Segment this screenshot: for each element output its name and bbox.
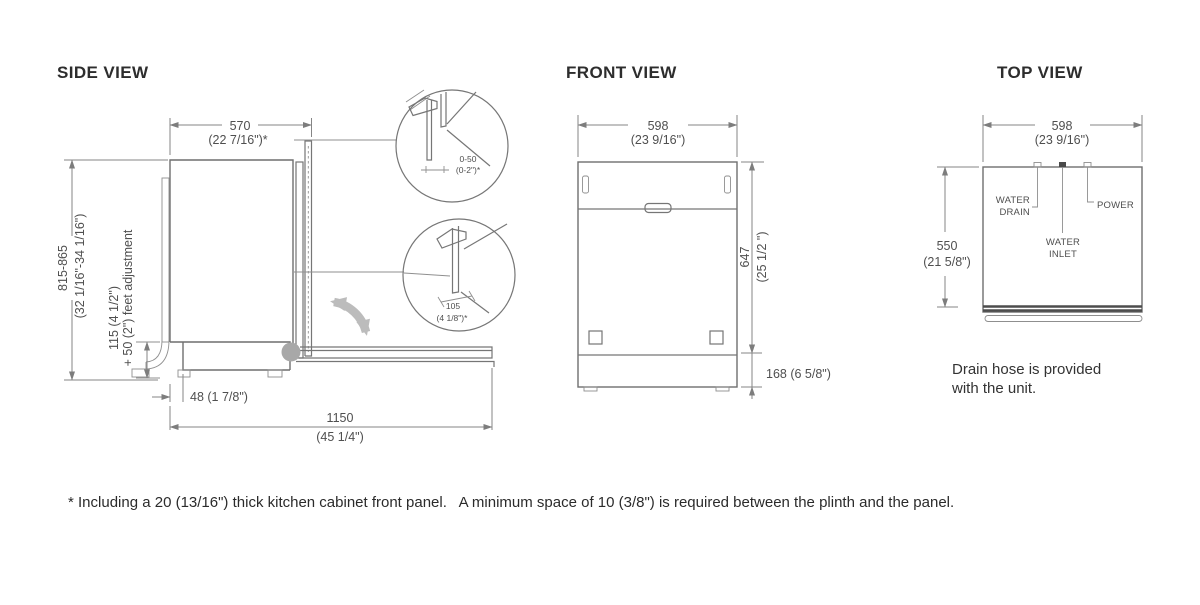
side-door [296,162,303,358]
side-width-dim: 570 [229,119,251,133]
water-inlet-port [1059,162,1066,167]
water-inlet-label-2: INLET [1049,249,1077,260]
top-dimensions [923,115,1142,307]
water-inlet-label-1: WATER [1045,237,1081,248]
top-view-drawing [923,115,1142,322]
top-view-title: TOP VIEW [997,63,1083,82]
drain-hose-note [952,360,1101,398]
top-door-front [985,316,1142,322]
drain-hose-note-line2: with the unit. [952,380,1037,397]
side-view-drawing [56,90,515,444]
footnote: * Including a 20 (13/16") thick kitchen cabinet front panel. A minimum space of 10 (3/8") is required between the plinth and the panel. [68,494,955,511]
side-door-and-panel [296,141,312,358]
front-slot-right [725,176,731,193]
side-open-dim: 1150 [326,411,354,425]
side-height-dim: 815-865 [56,245,70,291]
side-width-dim-in: (22 7/16")* [208,133,268,147]
front-square-right [710,331,723,344]
water-drain-label-1: WATER [995,195,1030,206]
front-unit-body [578,162,737,387]
side-recess-dim: 48 (1 7/8") [190,390,248,404]
water-drain-label-2: DRAIN [999,207,1030,218]
front-dimensions [578,115,831,399]
front-view-drawing [578,115,831,399]
front-plinth-dim: 168 (6 5/8") [766,367,831,381]
side-foot-left [178,370,190,377]
top-depth-dim: 550 [936,239,958,253]
side-open-door [282,302,495,367]
hinge-bracket-bottom [437,229,466,248]
top-width-dim: 598 [1051,119,1073,133]
top-depth-dim-in: (21 5/8") [923,255,971,269]
side-drain-hose [162,178,169,342]
detail-bottom-dim: 105 [445,301,461,311]
detail-top-dim: 0-50 [459,154,477,164]
power-label: POWER [1097,200,1134,211]
front-width-dim-in: (23 9/16") [630,133,686,147]
side-feet-note: + 50 (2") feet adjustment [121,229,135,367]
drain-hose-note-line1: Drain hose is provided [952,361,1102,378]
front-height-dim: 647 [738,246,752,268]
detail-bottom-dim-in: (4 1/8")* [436,313,468,323]
top-width-dim-in: (23 9/16") [1034,133,1090,147]
front-square-left [589,331,602,344]
front-view-title: FRONT VIEW [566,63,677,82]
side-feet-dim: 115 (4 1/2") [107,286,121,350]
front-height-dim-in: (25 1/2 ") [755,231,769,283]
front-door-handle [645,204,671,213]
front-slot-left [583,176,589,193]
top-connection-labels [996,167,1134,260]
side-unit-body [132,160,293,377]
detail-top-dim-in: (0-2")* [455,165,481,175]
side-hose-end [132,369,149,377]
side-view-title: SIDE VIEW [57,63,149,82]
side-dimensions [56,118,492,444]
detail-circle-bottom [403,219,515,331]
detail-circle-top [396,90,508,202]
side-open-dim-in: (45 1/4") [316,430,364,444]
front-width-dim: 598 [647,119,669,133]
side-foot-right [268,370,282,377]
side-height-dim-in: (32 1/16"-34 1/16") [73,213,87,319]
side-door-pivot [282,343,301,362]
door-swing-arrow [334,302,366,332]
